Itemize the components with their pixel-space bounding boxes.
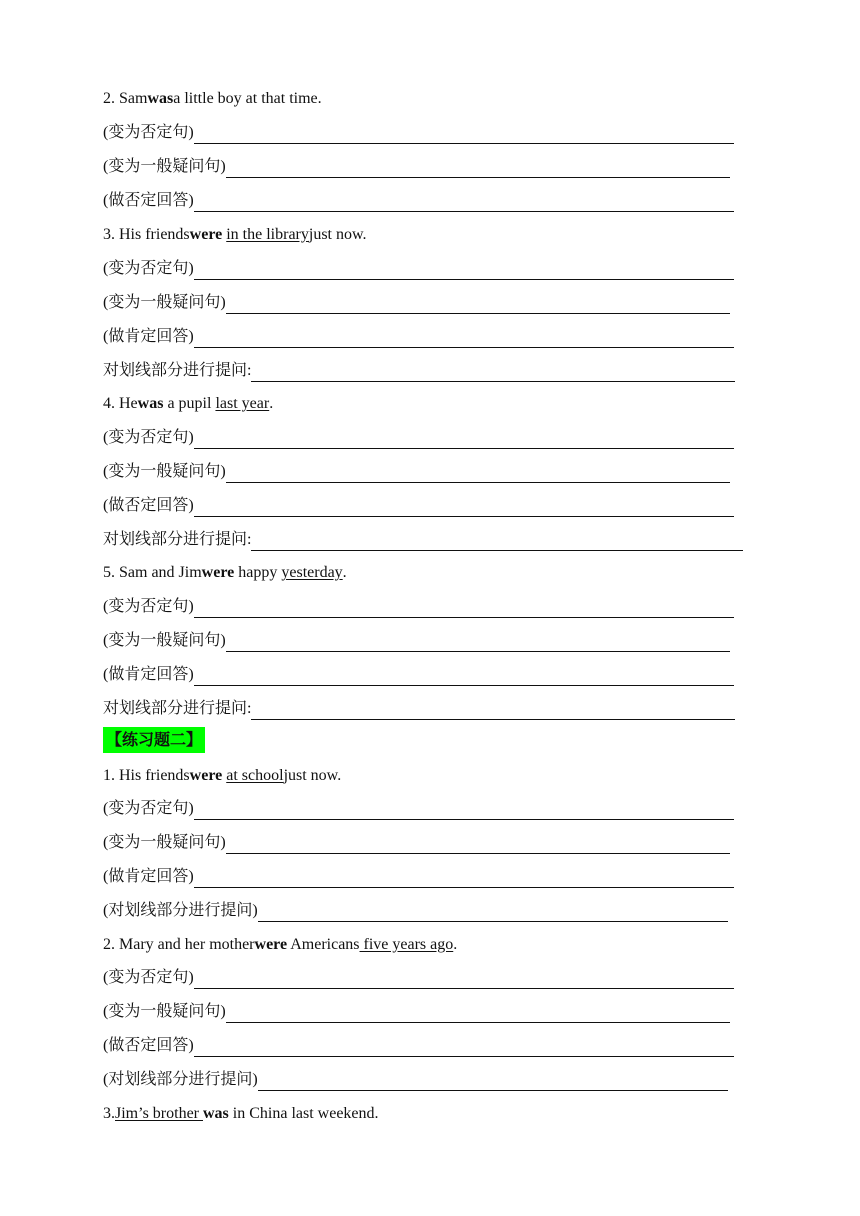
answer-blank[interactable] — [226, 1005, 730, 1023]
p1-negative-row — [103, 798, 734, 820]
q5-post: . — [342, 564, 347, 581]
label-general-question: (变为一般疑问句) — [103, 632, 226, 649]
answer-blank[interactable] — [194, 126, 734, 144]
label-negative: (变为否定句) — [103, 429, 194, 446]
q4-negative-answer-row — [103, 495, 734, 517]
q5-pre: 5. Sam and Jim — [103, 564, 202, 581]
q3-negative-row — [103, 258, 734, 280]
q4-negative-row — [103, 427, 734, 449]
practice-question-3 — [103, 1103, 379, 1125]
answer-blank[interactable] — [194, 1039, 734, 1057]
p2-post: . — [453, 936, 458, 953]
q3-verb: were — [189, 226, 223, 243]
q5-question-row — [103, 630, 730, 652]
label-general-question: (变为一般疑问句) — [103, 294, 226, 311]
label-positive-answer: (做肯定回答) — [103, 328, 194, 345]
q5-negative-row — [103, 596, 734, 618]
q4-question-row — [103, 461, 730, 483]
label-ask-underlined: 对划线部分进行提问: — [103, 362, 252, 379]
p3-underlined: Jim’s brother — [115, 1105, 203, 1122]
label-negative: (变为否定句) — [103, 800, 194, 817]
answer-blank[interactable] — [226, 160, 730, 178]
p2-ask-row — [103, 1069, 728, 1091]
answer-blank[interactable] — [194, 194, 734, 212]
q3-underlined: in the library — [226, 226, 309, 243]
label-positive-answer: (做肯定回答) — [103, 868, 194, 885]
label-ask-underlined: (对划线部分进行提问) — [103, 902, 258, 919]
label-negative-answer: (做否定回答) — [103, 192, 194, 209]
p3-post: in China last weekend. — [228, 1105, 379, 1122]
p2-underlined: five years ago — [359, 936, 454, 953]
answer-blank[interactable] — [194, 262, 734, 280]
question-4 — [103, 393, 273, 415]
q4-pre: 4. He — [103, 395, 138, 412]
answer-blank[interactable] — [194, 870, 734, 888]
p1-verb: were — [189, 767, 223, 784]
label-general-question: (变为一般疑问句) — [103, 834, 226, 851]
label-negative: (变为否定句) — [103, 260, 194, 277]
q2-negative-row — [103, 122, 734, 144]
answer-blank[interactable] — [194, 971, 734, 989]
answer-blank[interactable] — [258, 1073, 728, 1091]
p2-negative-answer-row — [103, 1035, 734, 1057]
practice-question-1 — [103, 765, 341, 787]
q2-negative-answer-row — [103, 190, 734, 212]
answer-blank[interactable] — [226, 836, 730, 854]
answer-blank[interactable] — [194, 431, 734, 449]
q3-positive-answer-row — [103, 326, 734, 348]
p1-question-row — [103, 832, 730, 854]
q2-pre: 2. Sam — [103, 90, 148, 107]
q5-positive-answer-row — [103, 664, 734, 686]
label-positive-answer: (做肯定回答) — [103, 666, 194, 683]
q2-verb: was — [147, 90, 174, 107]
label-negative: (变为否定句) — [103, 969, 194, 986]
p1-ask-row — [103, 900, 728, 922]
q5-verb: were — [201, 564, 235, 581]
answer-blank[interactable] — [194, 499, 734, 517]
q5-mid: happy — [234, 564, 282, 581]
label-ask-underlined: (对划线部分进行提问) — [103, 1071, 258, 1088]
q3-question-row — [103, 292, 730, 314]
p2-pre: 2. Mary and her mother — [103, 936, 255, 953]
question-2 — [103, 88, 322, 110]
answer-blank[interactable] — [251, 364, 735, 382]
q3-ask-row — [103, 360, 735, 382]
section-heading: 【练习题二】 — [103, 727, 205, 753]
answer-blank[interactable] — [194, 600, 734, 618]
q2-post: a little boy at that time. — [173, 90, 322, 107]
label-general-question: (变为一般疑问句) — [103, 463, 226, 480]
label-general-question: (变为一般疑问句) — [103, 158, 226, 175]
label-ask-underlined: 对划线部分进行提问: — [103, 531, 252, 548]
label-negative: (变为否定句) — [103, 124, 194, 141]
practice-question-2 — [103, 934, 457, 956]
p1-positive-answer-row — [103, 866, 734, 888]
label-negative-answer: (做否定回答) — [103, 497, 194, 514]
label-general-question: (变为一般疑问句) — [103, 1003, 226, 1020]
q3-pre: 3. His friends — [103, 226, 190, 243]
q4-underlined: last year — [215, 395, 270, 412]
q5-underlined: yesterday — [281, 564, 343, 581]
answer-blank[interactable] — [226, 465, 730, 483]
question-3 — [103, 224, 367, 246]
answer-blank[interactable] — [258, 904, 728, 922]
answer-blank[interactable] — [194, 802, 734, 820]
q4-verb: was — [137, 395, 164, 412]
p1-underlined: at school — [226, 767, 284, 784]
answer-blank[interactable] — [226, 296, 730, 314]
p3-verb: was — [203, 1105, 229, 1122]
answer-blank[interactable] — [251, 702, 735, 720]
answer-blank[interactable] — [226, 634, 730, 652]
p2-question-row — [103, 1001, 730, 1023]
answer-blank[interactable] — [251, 533, 743, 551]
label-negative-answer: (做否定回答) — [103, 1037, 194, 1054]
label-negative: (变为否定句) — [103, 598, 194, 615]
answer-blank[interactable] — [194, 668, 734, 686]
p3-pre: 3. — [103, 1105, 115, 1122]
p1-pre: 1. His friends — [103, 767, 190, 784]
p2-verb: were — [254, 936, 288, 953]
p2-negative-row — [103, 967, 734, 989]
question-5 — [103, 562, 347, 584]
q2-question-row — [103, 156, 730, 178]
p1-post: just now. — [283, 767, 342, 784]
q4-post: . — [269, 395, 274, 412]
q5-ask-row — [103, 698, 735, 720]
q4-mid: a pupil — [163, 395, 216, 412]
q4-ask-row — [103, 529, 743, 551]
p2-mid: Americans — [287, 936, 360, 953]
answer-blank[interactable] — [194, 330, 734, 348]
label-ask-underlined: 对划线部分进行提问: — [103, 700, 252, 717]
q3-post: just now. — [308, 226, 367, 243]
